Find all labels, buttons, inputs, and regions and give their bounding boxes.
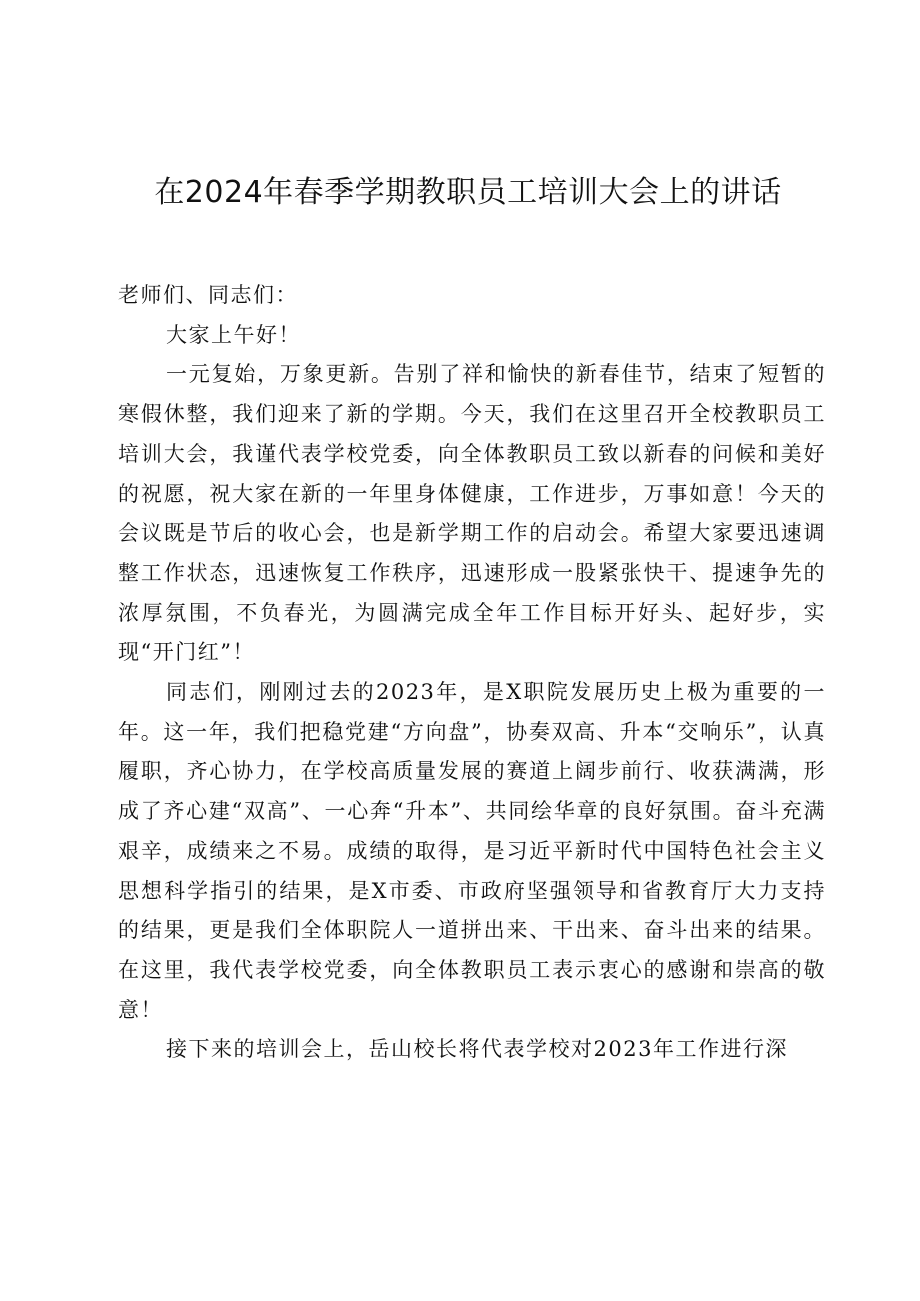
paragraph-opening: 一元复始，万象更新。告别了祥和愉快的新春佳节，结束了短暂的寒假休整，我们迎来了新的学期。今天，我们在这里召开全校教职员工培训大会，我谨代表学校党委，向全体教职员工致以新春的问候和美好的祝愿，祝大家在新的一年里身体健康，工作进步，万事如意！今天的会议既是节后的收心会，也是新学期工作的启动会。希望大家要迅速调整工作状态，迅速恢复工作秩序，迅速形成一股紧张快干、提速争先的浓厚氛围，不负春光，为圆满完成全年工作目标开好头、起好步，实现“开门红”！ xyxy=(118,362,826,665)
document-title: 在2024年春季学期教职员工培训大会上的讲话 xyxy=(154,175,782,210)
greeting: 大家上午好！ xyxy=(166,322,301,347)
paragraph-next: 接下来的培训会上，岳山校长将代表学校对2023年工作进行深 xyxy=(166,1037,788,1062)
document-body xyxy=(118,276,826,1070)
salutation: 老师们、同志们： xyxy=(118,283,298,307)
paragraph-review: 同志们，刚刚过去的2023年，是X职院发展历史上极为重要的一年。这一年，我们把稳党建“方向盘”，协奏双高、升本“交响乐”，认真履职，齐心协力，在学校高质量发展的赛道上阔步前行、收获满满，形成了齐心建“双高”、一心奔“升本”、共同绘华章的良好氛围。奋斗充满艰辛，成绩来之不易。成绩的取得，是习近平新时代中国特色社会主义思想科学指引的结果，是X市委、市政府坚强领导和省教育厅大力支持的结果，更是我们全体职院人一道拼出来、干出来、奋斗出来的结果。在这里，我代表学校党委，向全体教职员工表示衷心的感谢和崇高的敬意！ xyxy=(118,680,826,1022)
